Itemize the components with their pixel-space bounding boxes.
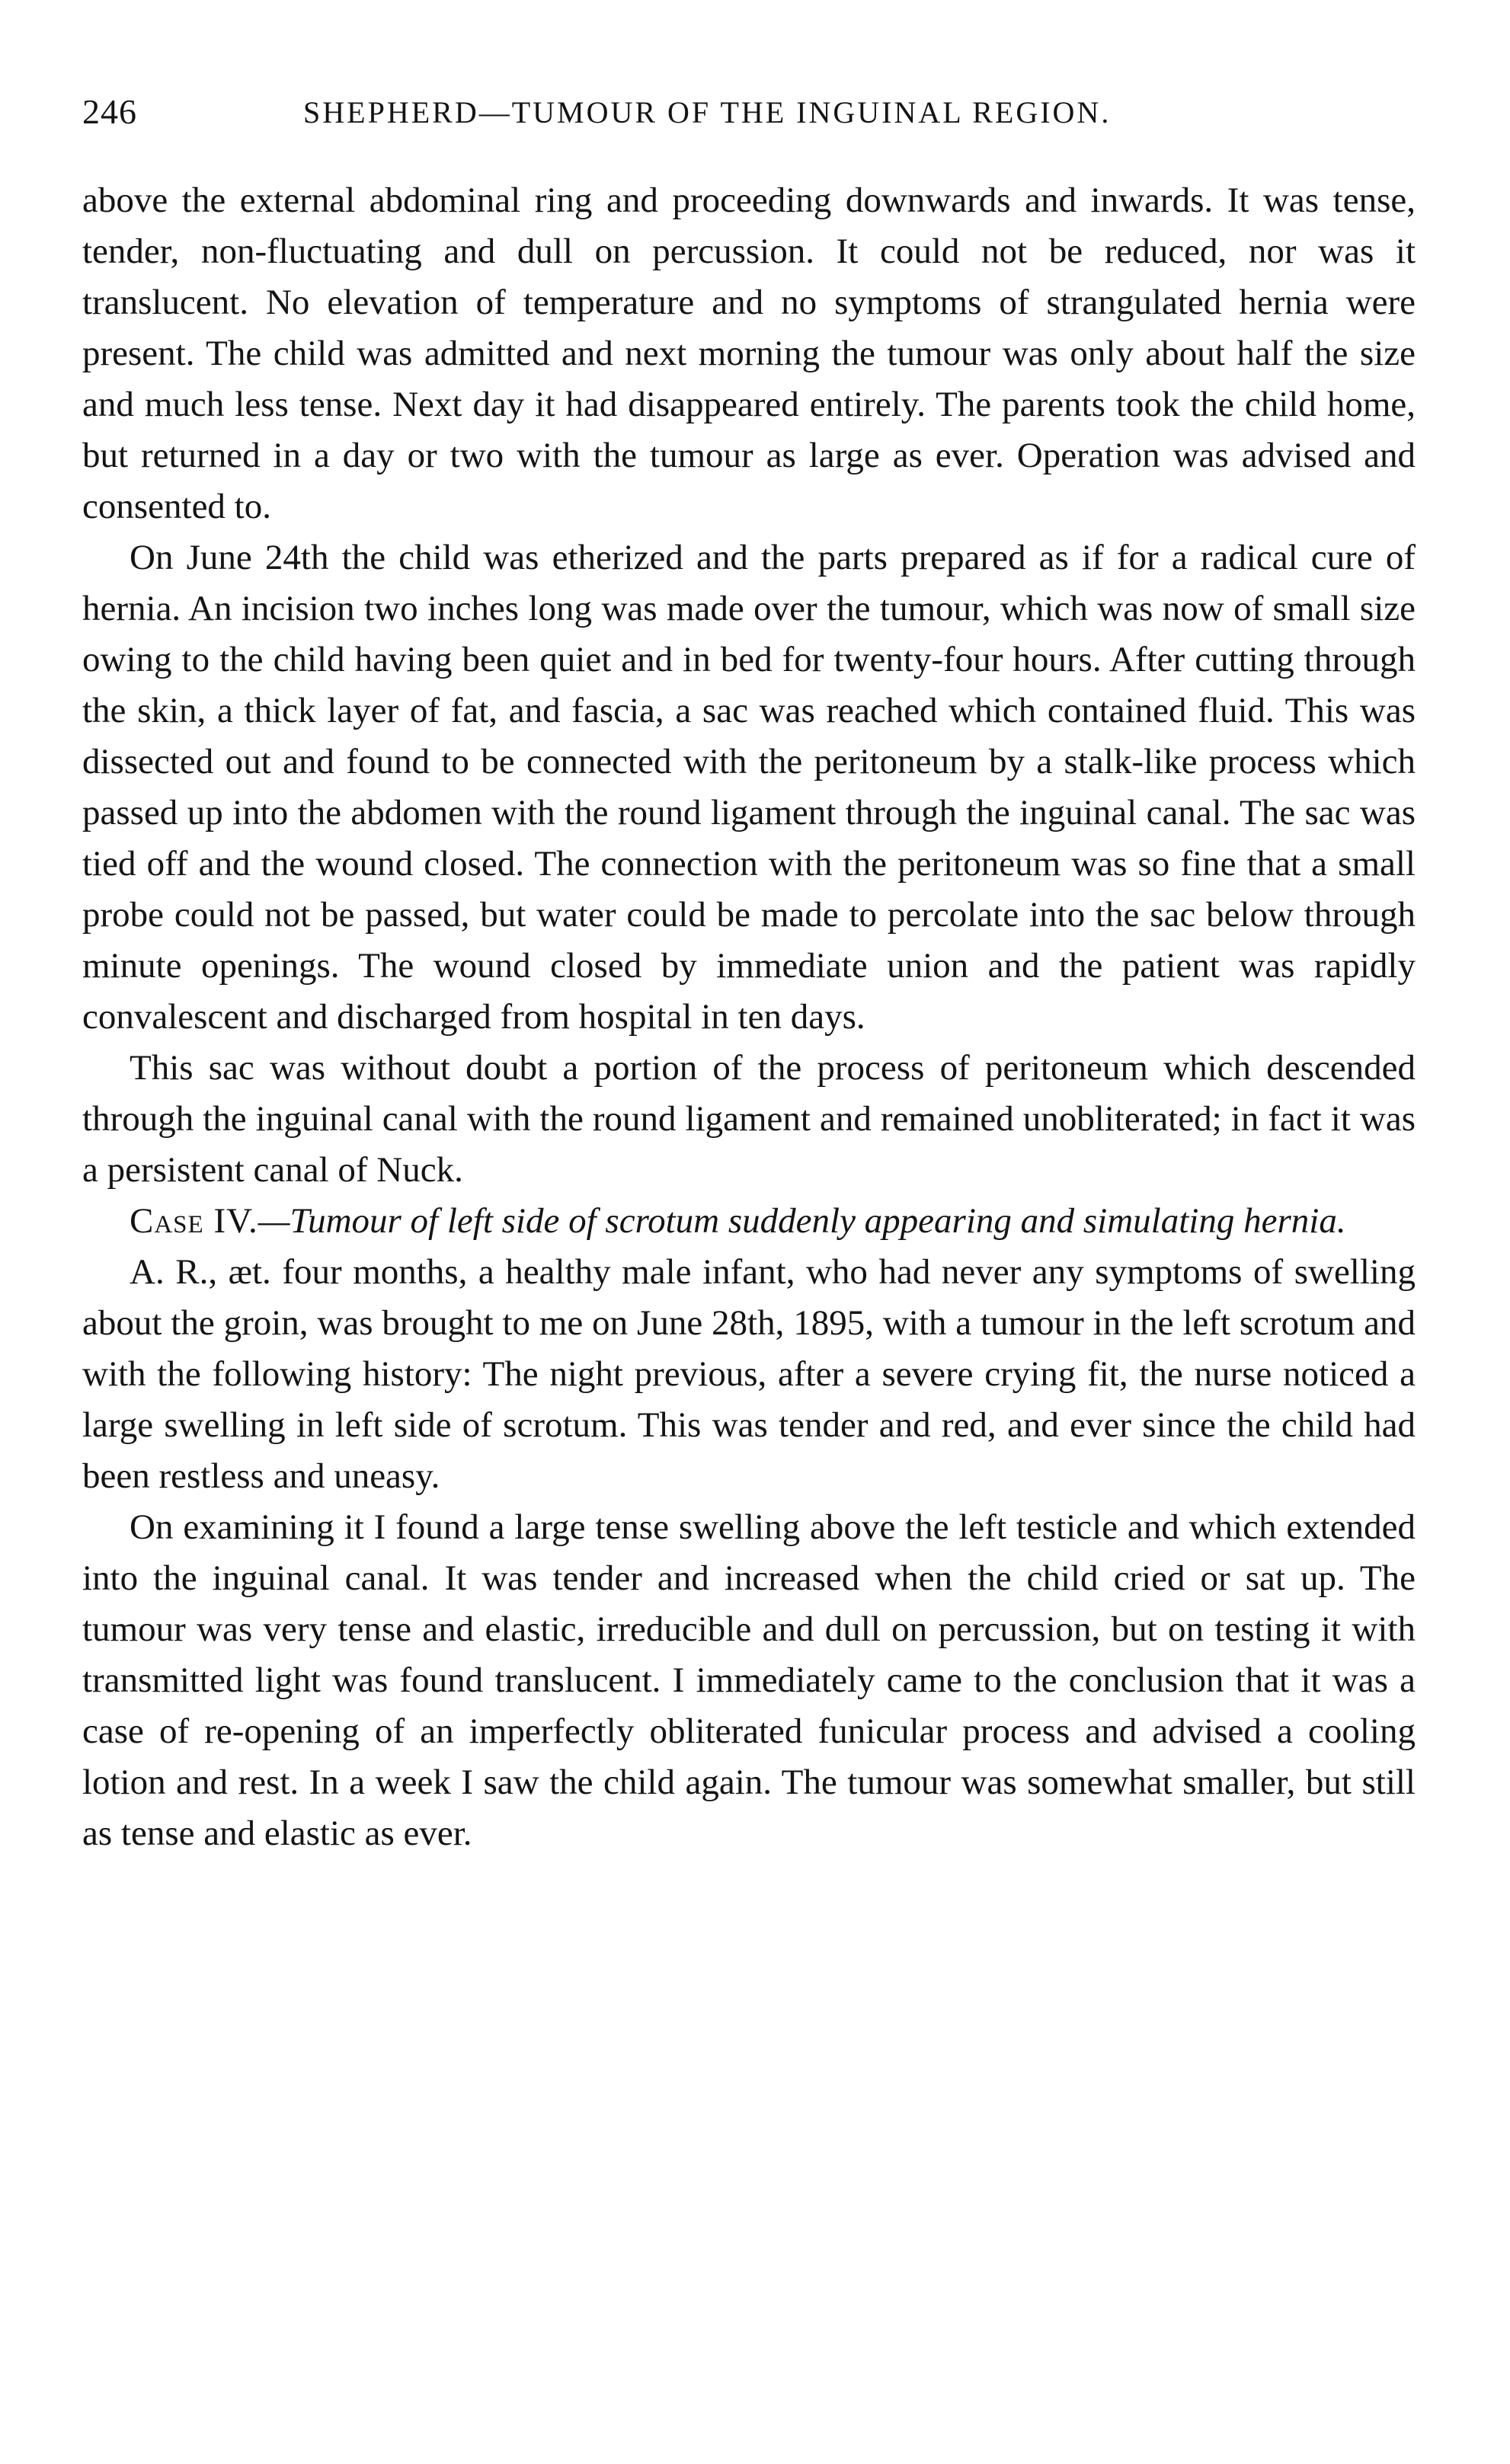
paragraph-continued: above the external abdominal ring and proceeding downwards and inwards. It was tense, tender, non-fluctuating and dull on percussion. It could not be reduced, nor was it translucent. No elevation of temperature and no symptoms of strangulated hernia were present. The child was admitted and next morning the tumour was only about half the size and much less tense. Next day it had disappeared entirely. The parents took the child home, but returned in a day or two with the tumour as large as ever. Operation was advised and consented to. [82,181,1416,526]
running-head [82,91,1416,152]
article-body [82,175,1416,1859]
journal-page [82,91,1416,1859]
case-title: —Tumour of left side of scrotum suddenly appearing and simulating hernia. [258,1201,1346,1241]
case-label: Case IV. [130,1201,258,1241]
paragraph-case-history: A. R., æt. four months, a healthy male infant, who had never any symptoms of swelling about the groin, was brought to me on June 28th, 1895, with a tumour in the left scrotum and with the following history: The night previous, after a severe crying fit, the nurse noticed a large swelling in left side of scrotum. This was tender and red, and ever since the child had been restless and uneasy. [82,1252,1416,1496]
case-heading [82,1196,1416,1247]
paragraph-case-examination: On examining it I found a large tense swelling above the left testicle and which extended into the inguinal canal. It was tender and increased when the child cried or sat up. The tumour was very tense and elastic, irreducible and dull on percussion, but on testing it with transmitted light was found translucent. I immediately came to the conclusion that it was a case of re-opening of an imperfectly obliterated funicular process and advised a cooling lotion and rest. In a week I saw the child again. The tumour was somewhat smaller, but still as tense and elastic as ever. [82,1507,1416,1853]
running-title: SHEPHERD—TUMOUR OF THE INGUINAL REGION. [303,95,1112,129]
paragraph-operation: On June 24th the child was etherized and the parts prepared as if for a radical cure of hernia. An incision two inches long was made over the tumour, which was now of small size owing to the child having been quiet and in bed for twenty-four hours. After cutting through the skin, a thick layer of fat, and fascia, a sac was reached which contained fluid. This was dissected out and found to be connected with the peritoneum by a stalk-like process which passed up into the abdomen with the round ligament through the inguinal canal. The sac was tied off and the wound closed. The connection with the peritoneum was so fine that a small probe could not be passed, but water could be made to percolate into the sac below through minute openings. The wound closed by immediate union and the patient was rapidly convalescent and discharged from hospital in ten days. [82,538,1416,1037]
page-number: 246 [82,92,137,131]
paragraph-conclusion: This sac was without doubt a portion of the process of peritoneum which descended through the inguinal canal with the round ligament and remained unobliterated; in fact it was a persistent canal of Nuck. [82,1048,1416,1190]
